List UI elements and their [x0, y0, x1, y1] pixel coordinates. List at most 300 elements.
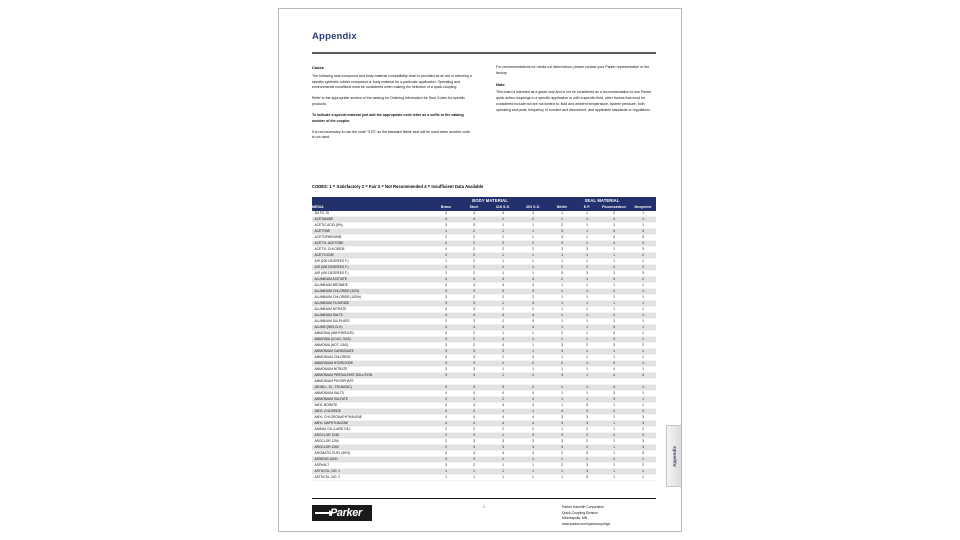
- media-name-cell: ALUMINUM FLOURIDE: [312, 301, 432, 307]
- rating-cell-303-s-s: 1: [518, 271, 548, 277]
- rating-cell-316-s-s: 4: [488, 415, 518, 421]
- rating-cell-steel: 2: [460, 295, 488, 301]
- rating-cell-e-p: 3: [576, 409, 598, 415]
- rating-cell-neoprene: 1: [630, 337, 656, 343]
- column-header-neoprene: Neoprene: [630, 204, 656, 211]
- media-name-cell: ASTM OIL, NO. 2: [312, 475, 432, 481]
- rating-cell-nitrile: 3: [548, 235, 576, 241]
- rating-cell-316-s-s: 1: [488, 361, 518, 367]
- rating-cell-316-s-s: 2: [488, 247, 518, 253]
- rating-cell-brass: 4: [432, 451, 460, 457]
- rating-cell-neoprene: 3: [630, 247, 656, 253]
- rating-cell-neoprene: 2: [630, 343, 656, 349]
- rating-cell-316-s-s: 4: [488, 337, 518, 343]
- table-row: [312, 475, 656, 481]
- media-name-cell: ACETIC ACID (5%): [312, 223, 432, 229]
- rating-cell-steel: 4: [460, 421, 488, 427]
- rating-cell-nitrile: 1: [548, 427, 576, 433]
- rating-cell-steel: 3: [460, 289, 488, 295]
- rating-cell-fluorocarbon: 1: [598, 409, 630, 415]
- media-name-cell: AMYL CHLORIDE: [312, 409, 432, 415]
- rating-cell-e-p: 3: [576, 475, 598, 481]
- rating-cell-316-s-s: 1: [488, 367, 518, 373]
- rating-cell-e-p: 2: [576, 427, 598, 433]
- rating-cell-neoprene: 3: [630, 271, 656, 277]
- rating-cell-303-s-s: 1: [518, 223, 548, 229]
- rating-cell-brass: 2: [432, 319, 460, 325]
- rating-cell-fluorocarbon: 1: [598, 463, 630, 469]
- rating-cell-steel: 4: [460, 211, 488, 217]
- rating-cell-fluorocarbon: 3: [598, 331, 630, 337]
- rating-cell-316-s-s: 4: [488, 403, 518, 409]
- rating-cell-e-p: 3: [576, 403, 598, 409]
- rating-cell-steel: 4: [460, 217, 488, 223]
- rating-cell-neoprene: 1: [630, 385, 656, 391]
- media-name-cell: AROCLOR 1248: [312, 433, 432, 439]
- rating-cell-brass: 3: [432, 457, 460, 463]
- rating-cell-316-s-s: 2: [488, 241, 518, 247]
- rating-cell-steel: 3: [460, 367, 488, 373]
- rating-cell-steel: 2: [460, 235, 488, 241]
- column-header-brass: Brass: [432, 204, 460, 211]
- rating-cell-neoprene: 1: [630, 403, 656, 409]
- rating-cell-e-p: 2: [576, 433, 598, 439]
- rating-cell-brass: 4: [432, 403, 460, 409]
- codes-paragraphs: [312, 74, 472, 141]
- rating-cell-fluorocarbon: 3: [598, 337, 630, 343]
- intro-paragraph: Refer to the appropriate section of the catalog for Ordering Information for Seal Codes for specific products.: [312, 96, 465, 106]
- media-name-cell: AROCLOR 1260: [312, 445, 432, 451]
- rating-cell-e-p: 3: [576, 469, 598, 475]
- rating-cell-neoprene: 1: [630, 391, 656, 397]
- media-name-cell: (MONO-, DI-, TRI-BASIC): [312, 385, 432, 391]
- media-name-cell: ALUMINUM SULPHATE: [312, 319, 432, 325]
- rating-cell-brass: 1: [432, 229, 460, 235]
- rating-cell-neoprene: 1: [630, 349, 656, 355]
- rating-cell-fluorocarbon: 4: [598, 385, 630, 391]
- rating-cell-brass: 3: [432, 331, 460, 337]
- rating-cell-brass: 4: [432, 325, 460, 331]
- rating-cell-316-s-s: 1: [488, 265, 518, 271]
- rating-cell-steel: 3: [460, 433, 488, 439]
- rating-cell-303-s-s: 1: [518, 331, 548, 337]
- rating-cell-fluorocarbon: 3: [598, 241, 630, 247]
- rating-cell-steel: 1: [460, 469, 488, 475]
- rating-cell-303-s-s: 3: [518, 355, 548, 361]
- rating-cell-neoprene: 2: [630, 463, 656, 469]
- rating-cell-303-s-s: 1: [518, 475, 548, 481]
- rating-cell-steel: 3: [460, 223, 488, 229]
- rating-cell-nitrile: 1: [548, 259, 576, 265]
- rating-cell-303-s-s: 2: [518, 247, 548, 253]
- rating-cell-316-s-s: 4: [488, 421, 518, 427]
- rating-cell-e-p: 1: [576, 367, 598, 373]
- table-head: [312, 197, 656, 211]
- media-name-cell: AMMONIUM CHLORIDE: [312, 355, 432, 361]
- rating-cell-neoprene: 1: [630, 331, 656, 337]
- rating-cell-fluorocarbon: 3: [598, 361, 630, 367]
- media-name-cell: AMMONIUM PHOSPHATE: [312, 379, 432, 385]
- rating-cell-303-s-s: 4: [518, 421, 548, 427]
- parker-wordmark: Parker: [330, 507, 362, 519]
- rating-cell-303-s-s: 3: [518, 433, 548, 439]
- rating-cell-nitrile: 1: [548, 301, 576, 307]
- rating-cell-neoprene: 4: [630, 373, 656, 379]
- rating-cell-nitrile: 3: [548, 421, 576, 427]
- rating-cell-steel: 1: [460, 475, 488, 481]
- rating-cell-steel: 4: [460, 391, 488, 397]
- footer-divider: [312, 498, 656, 499]
- rating-cell-316-s-s: 1: [488, 457, 518, 463]
- rating-cell-316-s-s: 2: [488, 319, 518, 325]
- rating-cell-nitrile: 1: [548, 283, 576, 289]
- rating-cell-steel: 4: [460, 415, 488, 421]
- rating-cell-neoprene: 1: [630, 259, 656, 265]
- media-name-cell: ASTM OIL, NO. 1: [312, 469, 432, 475]
- media-name-cell: AMMONIUM SALTS: [312, 391, 432, 397]
- rating-cell-nitrile: 3: [548, 433, 576, 439]
- rating-cell-neoprene: 1: [630, 217, 656, 223]
- rating-cell-brass: 2: [432, 445, 460, 451]
- media-name-cell: AMMONIA (COLD, GAS): [312, 337, 432, 343]
- rating-cell-e-p: 1: [576, 235, 598, 241]
- rating-cell-fluorocarbon: 1: [598, 445, 630, 451]
- address-line: Quick Coupling Division: [562, 510, 598, 515]
- rating-cell-nitrile: 3: [548, 445, 576, 451]
- rating-cell-nitrile: 1: [548, 469, 576, 475]
- side-tab-label: Appendix: [671, 445, 677, 467]
- page-number: i: [483, 504, 485, 509]
- rating-cell-303-s-s: 1: [518, 343, 548, 349]
- rating-cell-fluorocarbon: 1: [598, 403, 630, 409]
- note-heading: Note: [496, 81, 505, 87]
- table-group-header-cell: [548, 197, 656, 204]
- rating-cell-brass: 3: [432, 373, 460, 379]
- rating-cell-neoprene: 1: [630, 313, 656, 319]
- rating-cell-316-s-s: 2: [488, 307, 518, 313]
- rating-cell-neoprene: 1: [630, 283, 656, 289]
- rating-cell-e-p: 3: [576, 271, 598, 277]
- rating-cell-fluorocarbon: 1: [598, 295, 630, 301]
- rating-cell-316-s-s: 3: [488, 289, 518, 295]
- rating-cell-nitrile: 1: [548, 475, 576, 481]
- rating-cell-303-s-s: 1: [518, 265, 548, 271]
- rating-cell-303-s-s: 3: [518, 397, 548, 403]
- rating-cell-e-p: 1: [576, 457, 598, 463]
- rating-cell-e-p: 3: [576, 421, 598, 427]
- rating-cell-303-s-s: 3: [518, 439, 548, 445]
- media-name-cell: ARSENIC ACID: [312, 457, 432, 463]
- rating-cell-nitrile: 1: [548, 289, 576, 295]
- rating-cell-brass: 2: [432, 427, 460, 433]
- rating-cell-nitrile: 2: [548, 331, 576, 337]
- rating-cell-brass: 3: [432, 355, 460, 361]
- rating-cell-303-s-s: 1: [518, 463, 548, 469]
- rating-cell-303-s-s: 2: [518, 427, 548, 433]
- rating-cell-fluorocarbon: 1: [598, 223, 630, 229]
- rating-cell-fluorocarbon: 1: [598, 427, 630, 433]
- rating-cell-steel: 3: [460, 373, 488, 379]
- rating-cell-316-s-s: 1: [488, 271, 518, 277]
- media-name-cell: AMMONIA (HOT, GAS): [312, 343, 432, 349]
- intro-column-left: [312, 65, 472, 146]
- rating-cell-e-p: 1: [576, 283, 598, 289]
- rating-cell-fluorocarbon: 1: [598, 319, 630, 325]
- rating-cell-303-s-s: 1: [518, 253, 548, 259]
- rating-cell-nitrile: 2: [548, 223, 576, 229]
- rating-cell-e-p: 1: [576, 241, 598, 247]
- rating-cell-nitrile: 2: [548, 463, 576, 469]
- media-name-cell: AROMATIC FUEL (50%): [312, 451, 432, 457]
- rating-cell-nitrile: 3: [548, 229, 576, 235]
- rating-cell-brass: 4: [432, 409, 460, 415]
- rating-cell-nitrile: 3: [548, 247, 576, 253]
- rating-cell-nitrile: 1: [548, 391, 576, 397]
- rating-cell-steel: 4: [460, 325, 488, 331]
- rating-cell-nitrile: 1: [548, 457, 576, 463]
- media-name-cell: AMYL CHLORONAPHTHALENE: [312, 415, 432, 421]
- rating-cell-e-p: 1: [576, 385, 598, 391]
- rating-cell-brass: 3: [432, 397, 460, 403]
- rating-cell-e-p: 1: [576, 355, 598, 361]
- rating-cell-steel: 4: [460, 313, 488, 319]
- rating-cell-brass: 3: [432, 343, 460, 349]
- rating-cell-brass: 4: [432, 217, 460, 223]
- rating-cell-303-s-s: 2: [518, 295, 548, 301]
- rating-cell-303-s-s: 1: [518, 409, 548, 415]
- rating-cell-fluorocarbon: 1: [598, 349, 630, 355]
- rating-cell-nitrile: 1: [548, 385, 576, 391]
- rating-cell-brass: 2: [432, 235, 460, 241]
- rating-cell-neoprene: 2: [630, 277, 656, 283]
- rating-cell-steel: 3: [460, 445, 488, 451]
- rating-cell-fluorocarbon: 1: [598, 469, 630, 475]
- rating-cell-316-s-s: 4: [488, 391, 518, 397]
- media-name-cell: ALUMINUM SALTS: [312, 313, 432, 319]
- rating-cell-fluorocarbon: 1: [598, 355, 630, 361]
- rating-cell-303-s-s: 4: [518, 277, 548, 283]
- rating-cell-nitrile: 3: [548, 349, 576, 355]
- intro-paragraph: It is not necessary to use the code “STD” as the standard Nitrile seal will be used when another code is not used.: [312, 129, 470, 140]
- rating-cell-fluorocarbon: 3: [598, 397, 630, 403]
- rating-cell-fluorocarbon: 3: [598, 343, 630, 349]
- table-group-header-cell: [432, 197, 548, 204]
- rating-cell-fluorocarbon: 3: [598, 235, 630, 241]
- rating-cell-303-s-s: 1: [518, 259, 548, 265]
- rating-cell-steel: 3: [460, 439, 488, 445]
- rating-cell-e-p: 1: [576, 229, 598, 235]
- rating-cell-e-p: 1: [576, 217, 598, 223]
- rating-cell-steel: 2: [460, 241, 488, 247]
- rating-cell-steel: 2: [460, 271, 488, 277]
- rating-cell-nitrile: 1: [548, 355, 576, 361]
- rating-cell-303-s-s: 3: [518, 319, 548, 325]
- rating-cell-316-s-s: 2: [488, 235, 518, 241]
- rating-cell-fluorocarbon: 1: [598, 457, 630, 463]
- rating-cell-fluorocarbon: 1: [598, 259, 630, 265]
- rating-cell-steel: 2: [460, 343, 488, 349]
- rating-cell-e-p: 3: [576, 451, 598, 457]
- rating-cell-e-p: 1: [576, 361, 598, 367]
- rating-cell-brass: 2: [432, 241, 460, 247]
- media-name-cell: AMYL BORATE: [312, 403, 432, 409]
- rating-cell-e-p: 1: [576, 253, 598, 259]
- rating-cell-nitrile: 3: [548, 343, 576, 349]
- rating-cell-e-p: 1: [576, 325, 598, 331]
- rating-cell-303-s-s: 2: [518, 373, 548, 379]
- rating-cell-303-s-s: 2: [518, 307, 548, 313]
- rating-cell-nitrile: 1: [548, 397, 576, 403]
- rating-cell-316-s-s: 4: [488, 313, 518, 319]
- rating-cell-fluorocarbon: 3: [598, 391, 630, 397]
- media-name-cell: AMMONIUM PERSULFATE SOLUTION: [312, 373, 432, 379]
- rating-cell-e-p: 1: [576, 307, 598, 313]
- rating-cell-neoprene: 1: [630, 475, 656, 481]
- intro-column-right: [496, 65, 656, 119]
- rating-cell-neoprene: 3: [630, 451, 656, 457]
- rating-cell-e-p: 1: [576, 259, 598, 265]
- rating-cell-316-s-s: 1: [488, 301, 518, 307]
- rating-cell-steel: 3: [460, 385, 488, 391]
- title-divider: [312, 52, 656, 54]
- rating-cell-e-p: 1: [576, 391, 598, 397]
- address-line: www.parker.com/quickcouplings: [562, 521, 611, 526]
- rating-cell-neoprene: 1: [630, 211, 656, 217]
- rating-cell-nitrile: 1: [548, 337, 576, 343]
- rating-cell-316-s-s: 1: [488, 469, 518, 475]
- rating-cell-brass: 3: [432, 253, 460, 259]
- rating-cell-303-s-s: 3: [518, 301, 548, 307]
- rating-cell-brass: 3: [432, 289, 460, 295]
- rating-cell-e-p: 1: [576, 313, 598, 319]
- rating-cell-steel: 2: [460, 265, 488, 271]
- rating-cell-316-s-s: 4: [488, 343, 518, 349]
- group-header-label: SEAL MATERIAL: [584, 198, 620, 203]
- rating-cell-nitrile: 2: [548, 451, 576, 457]
- rating-cell-fluorocarbon: 1: [598, 415, 630, 421]
- rating-cell-nitrile: 1: [548, 295, 576, 301]
- rating-cell-303-s-s: 1: [518, 337, 548, 343]
- parker-arrow-icon: [315, 512, 329, 514]
- rating-cell-steel: 2: [460, 259, 488, 265]
- rating-cell-brass: 3: [432, 337, 460, 343]
- rating-cell-303-s-s: 2: [518, 217, 548, 223]
- rating-cell-nitrile: 2: [548, 265, 576, 271]
- compatibility-table: [312, 197, 656, 481]
- rating-cell-nitrile: 1: [548, 319, 576, 325]
- column-header-316-s-s: 316 S.S.: [488, 204, 518, 211]
- media-name-cell: ACETYLENE: [312, 253, 432, 259]
- rating-cell-steel: 2: [460, 409, 488, 415]
- rating-cell-e-p: 1: [576, 301, 598, 307]
- rating-cell-brass: 3: [432, 385, 460, 391]
- rating-cell-303-s-s: 1: [518, 469, 548, 475]
- rating-cell-neoprene: 3: [630, 445, 656, 451]
- table-group-header-row: [312, 197, 656, 204]
- rating-cell-316-s-s: 1: [488, 223, 518, 229]
- rating-cell-303-s-s: 4: [518, 415, 548, 421]
- rating-cell-e-p: 1: [576, 289, 598, 295]
- column-header-303-s-s: 303 S.S.: [518, 204, 548, 211]
- rating-cell-e-p: 1: [576, 223, 598, 229]
- rating-cell-e-p: 1: [576, 277, 598, 283]
- rating-cell-brass: 3: [432, 295, 460, 301]
- rating-cell-brass: 4: [432, 415, 460, 421]
- rating-cell-neoprene: 1: [630, 457, 656, 463]
- rating-cell-brass: 3: [432, 361, 460, 367]
- rating-cell-nitrile: 3: [548, 271, 576, 277]
- rating-cell-nitrile: 1: [548, 313, 576, 319]
- rating-cell-brass: 1: [432, 259, 460, 265]
- rating-cell-fluorocarbon: 4: [598, 367, 630, 373]
- rating-cell-steel: 3: [460, 457, 488, 463]
- rating-cell-neoprene: 1: [630, 289, 656, 295]
- rating-cell-316-s-s: 2: [488, 355, 518, 361]
- rating-cell-303-s-s: 2: [518, 361, 548, 367]
- rating-cell-316-s-s: 1: [488, 433, 518, 439]
- rating-cell-e-p: 1: [576, 295, 598, 301]
- rating-cell-e-p: 3: [576, 247, 598, 253]
- codes-heading: Codes: [312, 65, 324, 70]
- media-name-cell: ASPHALT: [312, 463, 432, 469]
- rating-cell-neoprene: 3: [630, 433, 656, 439]
- rating-cell-303-s-s: 4: [518, 283, 548, 289]
- table-body: [312, 211, 656, 480]
- rating-cell-neoprene: 3: [630, 421, 656, 427]
- rating-cell-e-p: 1: [576, 349, 598, 355]
- rating-cell-e-p: 2: [576, 343, 598, 349]
- side-tab-appendix[interactable]: [666, 425, 681, 487]
- media-name-cell: ALUMS (NH3,Cr,K): [312, 325, 432, 331]
- rating-cell-316-s-s: 4: [488, 325, 518, 331]
- rating-cell-316-s-s: 1: [488, 229, 518, 235]
- rating-cell-neoprene: 1: [630, 325, 656, 331]
- rating-cell-303-s-s: 1: [518, 367, 548, 373]
- intro-paragraph: The following seal compound and body material compatibility chart is provided as an aid in selecting a specific synthetic rubber compound or body material for a particular application. Operating and environmental conditions must be considered when making the selection of a quick coupling.: [312, 73, 472, 90]
- rating-cell-fluorocarbon: 3: [598, 277, 630, 283]
- rating-cell-316-s-s: 4: [488, 211, 518, 217]
- rating-cell-brass: 2: [432, 439, 460, 445]
- rating-cell-steel: 2: [460, 229, 488, 235]
- recommendations-lead: For recommendations for media not listed below, please contact your Parker representative or the factory.: [496, 65, 650, 75]
- rating-cell-fluorocarbon: 1: [598, 247, 630, 253]
- rating-cell-nitrile: 1: [548, 211, 576, 217]
- rating-cell-brass: 4: [432, 283, 460, 289]
- rating-cell-steel: 3: [460, 397, 488, 403]
- rating-cell-brass: 4: [432, 313, 460, 319]
- rating-cell-e-p: 1: [576, 331, 598, 337]
- rating-cell-fluorocarbon: 2: [598, 211, 630, 217]
- rating-cell-303-s-s: 4: [518, 451, 548, 457]
- rating-cell-316-s-s: 1: [488, 373, 518, 379]
- rating-cell-303-s-s: 3: [518, 289, 548, 295]
- media-name-cell: ALUMINUM CHLORIDE (10%): [312, 289, 432, 295]
- rating-cell-neoprene: 1: [630, 367, 656, 373]
- rating-cell-fluorocarbon: 4: [598, 373, 630, 379]
- rating-cell-e-p: 2: [576, 445, 598, 451]
- rating-cell-303-s-s: 4: [518, 391, 548, 397]
- document-page: [278, 8, 682, 532]
- rating-cell-steel: 3: [460, 319, 488, 325]
- column-header-steel: Steel: [460, 204, 488, 211]
- rating-cell-steel: 3: [460, 301, 488, 307]
- rating-cell-fluorocarbon: 3: [598, 229, 630, 235]
- rating-cell-steel: 4: [460, 451, 488, 457]
- rating-cell-nitrile: 1: [548, 253, 576, 259]
- address-line: Parker Hannifin Corporation: [562, 505, 605, 509]
- rating-cell-neoprene: 3: [630, 415, 656, 421]
- media-name-cell: AMMONIUM SULFATE: [312, 397, 432, 403]
